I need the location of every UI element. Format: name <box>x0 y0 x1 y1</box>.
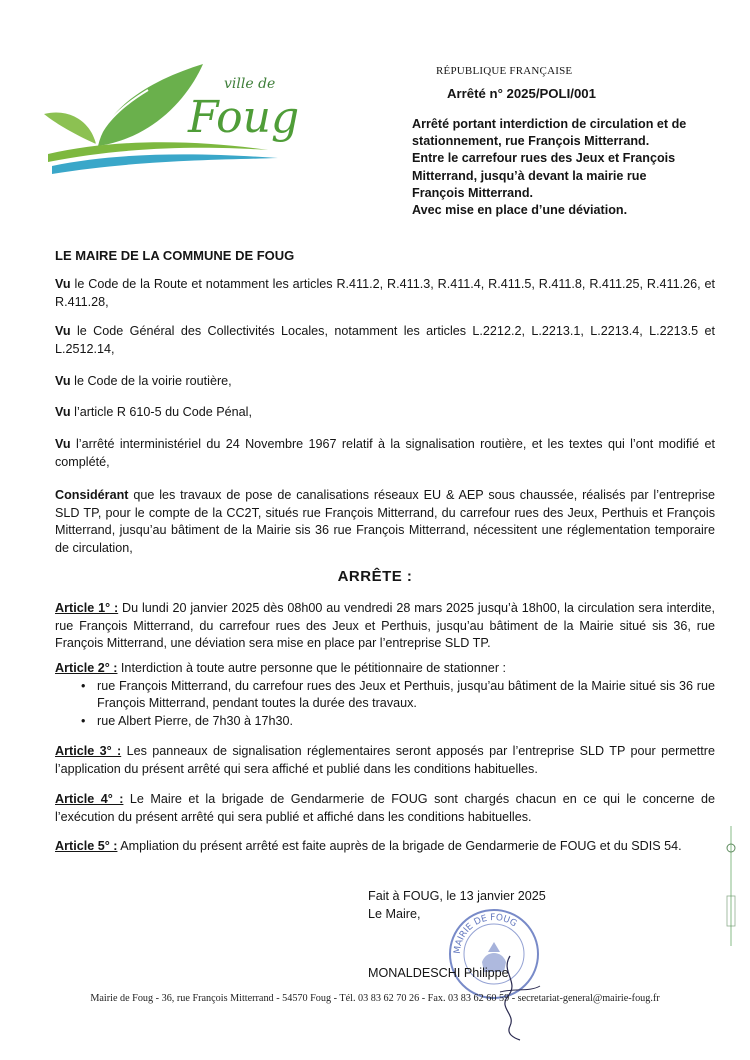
article-label: Article 3° : <box>55 744 122 758</box>
article-text: Ampliation du présent arrêté est faite auprès de la brigade de Gendarmerie de FOUG et du SDIS 54. <box>117 839 682 853</box>
stamp-text: MAIRIE DE FOUG <box>452 912 519 955</box>
considerant-label: Considérant <box>55 488 129 502</box>
bullet-item: • rue Albert Pierre, de 7h30 à 17h30. <box>97 713 715 731</box>
logo-wave-blue <box>52 154 278 174</box>
article-label: Article 4° : <box>55 792 124 806</box>
arrete-title: ARRÊTE : <box>337 568 413 585</box>
article-text: Du lundi 20 janvier 2025 dès 08h00 au vendredi 28 mars 2025 jusqu’à 18h00, la circulation sera interdite, rue François Mitterrand, du carrefour rues des Jeux et Perthuis, jusqu’au bâtiment de la Mairie situé sis 36, rue François Mitterrand, une déviation sera mise en place par l’entreprise SLD TP. <box>55 601 715 650</box>
signatory-name: MONALDESCHI Philippe <box>368 966 509 980</box>
vu-label: Vu <box>55 437 71 451</box>
vu-label: Vu <box>55 374 71 388</box>
subject-line: stationnement, rue François Mitterrand. <box>412 134 650 149</box>
article-text: Le Maire et la brigade de Gendarmerie de FOUG sont chargés chacun en ce qui le concerne de l’exécution du présent arrêté qui sera publié et affiché dans les conditions habituelles. <box>55 792 715 824</box>
vu-paragraph <box>55 404 715 422</box>
article-text: Les panneaux de signalisation réglementaires seront apposés par l’entreprise SLD TP pour permettre l’application du présent arrêté qui sera affiché et publié dans les conditions habituelles. <box>55 744 715 776</box>
vu-paragraph <box>55 436 715 471</box>
ville-de-foug-logo <box>38 58 328 178</box>
subject-line: Mitterrand, jusqu’à devant la mairie rue <box>412 168 647 183</box>
article-label: Article 2° : <box>55 661 118 675</box>
fait-a-date: Fait à FOUG, le 13 janvier 2025 <box>368 889 546 903</box>
vu-paragraph <box>55 323 715 358</box>
maire-title: LE MAIRE DE LA COMMUNE DE FOUG <box>55 248 295 263</box>
subject-line: François Mitterrand. <box>412 185 534 200</box>
subject-line: Arrêté portant interdiction de circulation et de <box>412 117 687 131</box>
arrete-subject <box>412 116 732 219</box>
footer-contact: Mairie de Foug - 36, rue François Mitterrand - 54570 Foug - Tél. 03 83 62 70 26 - Fax. 03 83 62 60 59 - secretariat-general@mairie-foug.fr <box>90 993 660 1004</box>
vu-text: le Code de la Route et notamment les articles R.411.2, R.411.3, R.411.4, R.411.5, R.411.8, R.411.25, R.411.26, et R.411.28, <box>55 277 715 309</box>
arrete-number: Arrêté n° 2025/POLI/001 <box>447 86 596 101</box>
subject-line: Avec mise en place d’une déviation. <box>412 203 628 218</box>
article-2 <box>55 660 715 730</box>
article-label: Article 1° : <box>55 601 119 615</box>
logo-leaf-small <box>44 112 96 144</box>
vu-label: Vu <box>55 324 71 338</box>
vu-paragraph <box>55 276 715 311</box>
republique-francaise: RÉPUBLIQUE FRANÇAISE <box>436 65 573 77</box>
logo-ville-text: ville de <box>224 76 276 92</box>
vu-paragraph <box>55 373 715 391</box>
side-margin-stamp <box>722 826 742 946</box>
article-1 <box>55 600 715 653</box>
article-5 <box>55 838 715 856</box>
article-4 <box>55 791 715 826</box>
considerant-paragraph <box>55 487 715 557</box>
article-text: Interdiction à toute autre personne que le pétitionnaire de stationner : <box>117 661 507 675</box>
vu-text: l’arrêté interministériel du 24 Novembre 1967 relatif à la signalisation routière, et les textes qui l’ont modifié et complété, <box>55 437 715 469</box>
vu-label: Vu <box>55 405 71 419</box>
vu-label: Vu <box>55 277 71 291</box>
vu-text: l’article R 610-5 du Code Pénal, <box>70 405 252 419</box>
considerant-text: que les travaux de pose de canalisations réseaux EU & AEP sous chaussée, réalisés par l’entreprise SLD TP, pour le compte de la CC2T, situés rue François Mitterrand, du carrefour rues des Jeux, Perthuis et François Mitterrand, jusqu’au bâtiment de la Mairie sis 36 rue François Mitterrand, nécessitent une réglementation temporaire de circulation, <box>55 488 715 555</box>
vu-text: le Code Général des Collectivités Locales, notamment les articles L.2212.2, L.2213.1, L.2213.4, L.2213.5 et L.2512.14, <box>55 324 715 356</box>
signatory-role: Le Maire, <box>368 907 421 921</box>
article-3 <box>55 743 715 778</box>
logo-foug-text: Foug <box>188 92 300 143</box>
article-2-bullets <box>55 678 715 731</box>
article-label: Article 5° : <box>55 839 118 853</box>
vu-text: le Code de la voirie routière, <box>70 374 232 388</box>
bullet-item: • rue François Mitterrand, du carrefour rues des Jeux et Perthuis, jusqu’au bâtiment de la Mairie situé sis 36 rue François Mitterrand, pendant toutes la durée des travaux. <box>97 678 715 713</box>
subject-line: Entre le carrefour rues des Jeux et François <box>412 151 676 166</box>
